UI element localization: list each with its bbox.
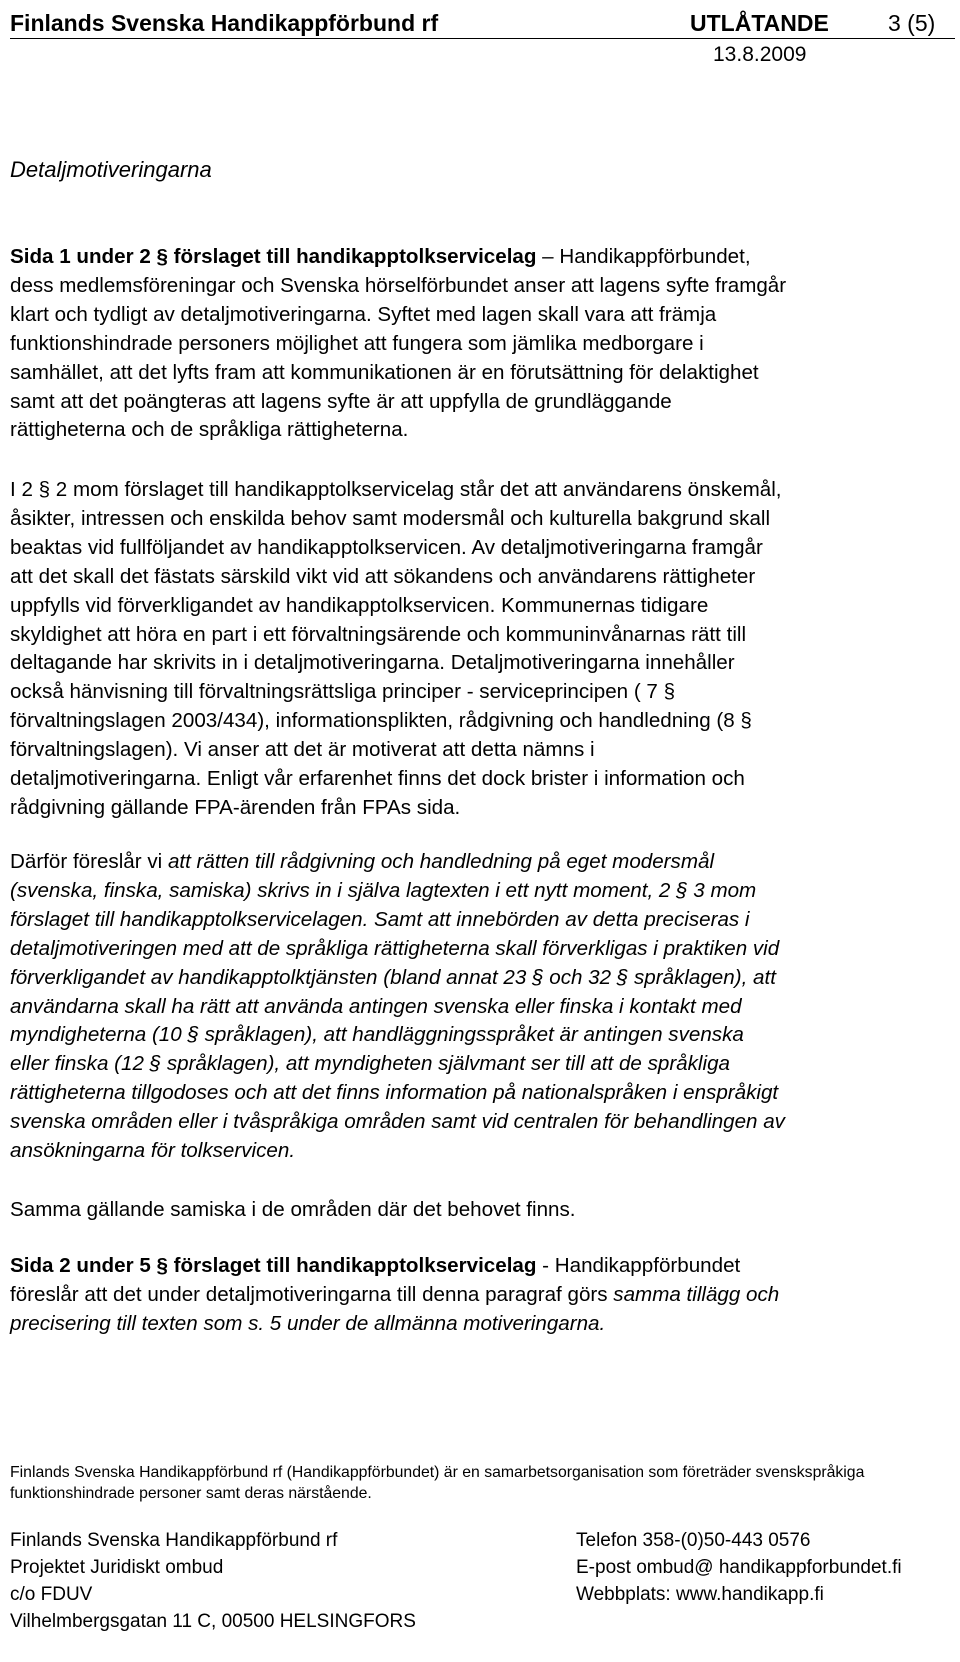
paragraph-line: rättigheterna och de språkliga rättigheterna.: [10, 418, 409, 442]
paragraph-samiska: Samma gällande samiska i de områden där det behovet finns.: [10, 1198, 576, 1221]
footer-contact-info: [576, 1527, 902, 1608]
paragraph-line: förvaltningslagen 2003/434), informationsplikten, rådgivning och handledning (8 §: [10, 709, 752, 733]
paragraph-lead: Sida 2 under 5 § förslaget till handikapptolkservicelag: [10, 1254, 537, 1277]
paragraph-line: funktionshindrade personers möjlighet att fungera som jämlika medborgare i: [10, 331, 704, 355]
paragraph-line: Därför föreslår vi att rätten till rådgivning och handledning på eget modersmål: [10, 850, 715, 873]
page-header: [10, 8, 955, 64]
paragraph-line: detaljmotiveringen med att de språkliga rättigheterna skall förverkligas i praktiken vid: [10, 936, 780, 960]
paragraph-line: samhället, att det lyfts fram att kommunikationen är en förutsättning för delaktighet: [10, 360, 759, 384]
paragraph-line: ansökningarna för tolkservicen.: [10, 1139, 296, 1163]
section-title: Detaljmotiveringarna: [10, 157, 212, 182]
header-page-number: 3 (5): [888, 10, 936, 36]
header-rule: [10, 38, 955, 39]
email-line: E-post ombud@ handikappforbundet.fi: [576, 1557, 902, 1578]
paragraph-sida-2: [10, 1252, 955, 1339]
paragraph-line: föreslår att det under detaljmotiveringarna till denna paragraf görs samma tillägg och: [10, 1282, 780, 1306]
paragraph-line: (svenska, finska, samiska) skrivs in i själva lagtexten i ett nytt moment, 2 § 3 mom: [10, 878, 757, 902]
paragraph-line: samt att det poängteras att lagens syfte är att uppfylla de grundläggande: [10, 389, 672, 413]
paragraph-line: åsikter, intressen och enskilda behov samt modersmål och kulturella bakgrund skall: [10, 506, 771, 530]
paragraph-lead: Sida 1 under 2 § förslaget till handikapptolkservicelag: [10, 245, 537, 268]
paragraph-line: dess medlemsföreningar och Svenska hörselförbundet anser att lagens syfte framgår: [10, 273, 787, 297]
paragraph-line: eller finska (12 § språklagen), att myndigheten självmant ser till att de språkliga: [10, 1052, 730, 1076]
paragraph-line: användarna skall ha rätt att använda antingen svenska eller finska i kontakt med: [10, 994, 742, 1018]
phone-line: Telefon 358-(0)50-443 0576: [576, 1530, 811, 1551]
paragraph-line: rådgivning gällande FPA-ärenden från FPAs sida.: [10, 795, 461, 819]
paragraph-line: detaljmotiveringarna. Enligt vår erfarenhet finns det dock brister i information och: [10, 767, 745, 791]
paragraph-line: förverkligandet av handikapptolktjänsten (bland annat 23 § och 32 § språklagen), att: [10, 965, 776, 989]
paragraph-line: beaktas vid fullföljandet av handikapptolkservicen. Av detaljmotiveringarna framgår: [10, 535, 763, 559]
paragraph-line: I 2 § 2 mom förslaget till handikapptolkservicelag står det att användarens önskemål,: [10, 478, 782, 501]
paragraph-2-mom: [10, 476, 955, 823]
paragraph-line: deltagande har skrivits in i detaljmotiveringarna. Detaljmotiveringarna innehåller: [10, 651, 735, 675]
paragraph-line: uppfylls vid förverkligandet av handikapptolkservicen. Kommunernas tidigare: [10, 593, 709, 617]
paragraph-line: skyldighet att höra en part i ett förvaltningsärende och kommuninvånarnas rätt till: [10, 622, 747, 646]
paragraph-proposal: [10, 848, 955, 1166]
paragraph-line: förvaltningslagen). Vi anser att det är motiverat att detta nämns i: [10, 738, 595, 762]
paragraph-line: Sida 1 under 2 § förslaget till handikapptolkservicelag – Handikappförbundet,: [10, 245, 751, 268]
paragraph-line: precisering till texten som s. 5 under de allmänna motiveringarna.: [10, 1311, 606, 1335]
paragraph-line: förslaget till handikapptolkservicelagen. Samt att innebörden av detta preciseras i: [10, 907, 750, 931]
header-date: 13.8.2009: [713, 43, 807, 66]
footer-address: Finlands Svenska Handikappförbund rf Projektet Juridiskt ombud c/o FDUV Vilhelmbergsgatan 11 C, 00500 HELSINGFORS: [10, 1530, 416, 1632]
paragraph-line: att det skall det fästats särskild vikt vid att sökandens och användarens rättigheter: [10, 564, 756, 588]
paragraph-line: rättigheterna tillgodoses och att det finns information på nationalspråken i enspråkigt: [10, 1081, 779, 1105]
header-doc-type: UTLÅTANDE: [690, 10, 829, 36]
website-line: Webbplats: www.handikapp.fi: [576, 1584, 824, 1605]
paragraph-sida-1: [10, 243, 955, 445]
paragraph-line: svenska områden eller i tvåspråkiga områden samt vid centralen för behandlingen av: [10, 1110, 785, 1134]
paragraph-line: myndigheterna (10 § språklagen), att handläggningsspråket är antingen svenska: [10, 1023, 744, 1047]
footer-organization-note: Finlands Svenska Handikappförbund rf (Handikappförbundet) är en samarbetsorganisation som företräder svenskspråkiga funktionshindrade personer samt deras närstående.: [10, 1464, 865, 1502]
paragraph-line: klart och tydligt av detaljmotiveringarna. Syftet med lagen skall vara att främja: [10, 302, 717, 326]
header-org-name: Finlands Svenska Handikappförbund rf: [10, 10, 439, 36]
paragraph-line: Sida 2 under 5 § förslaget till handikapptolkservicelag - Handikappförbundet: [10, 1254, 741, 1277]
paragraph-line: också hänvisning till förvaltningsrättsliga principer - serviceprincipen ( 7 §: [10, 680, 676, 704]
